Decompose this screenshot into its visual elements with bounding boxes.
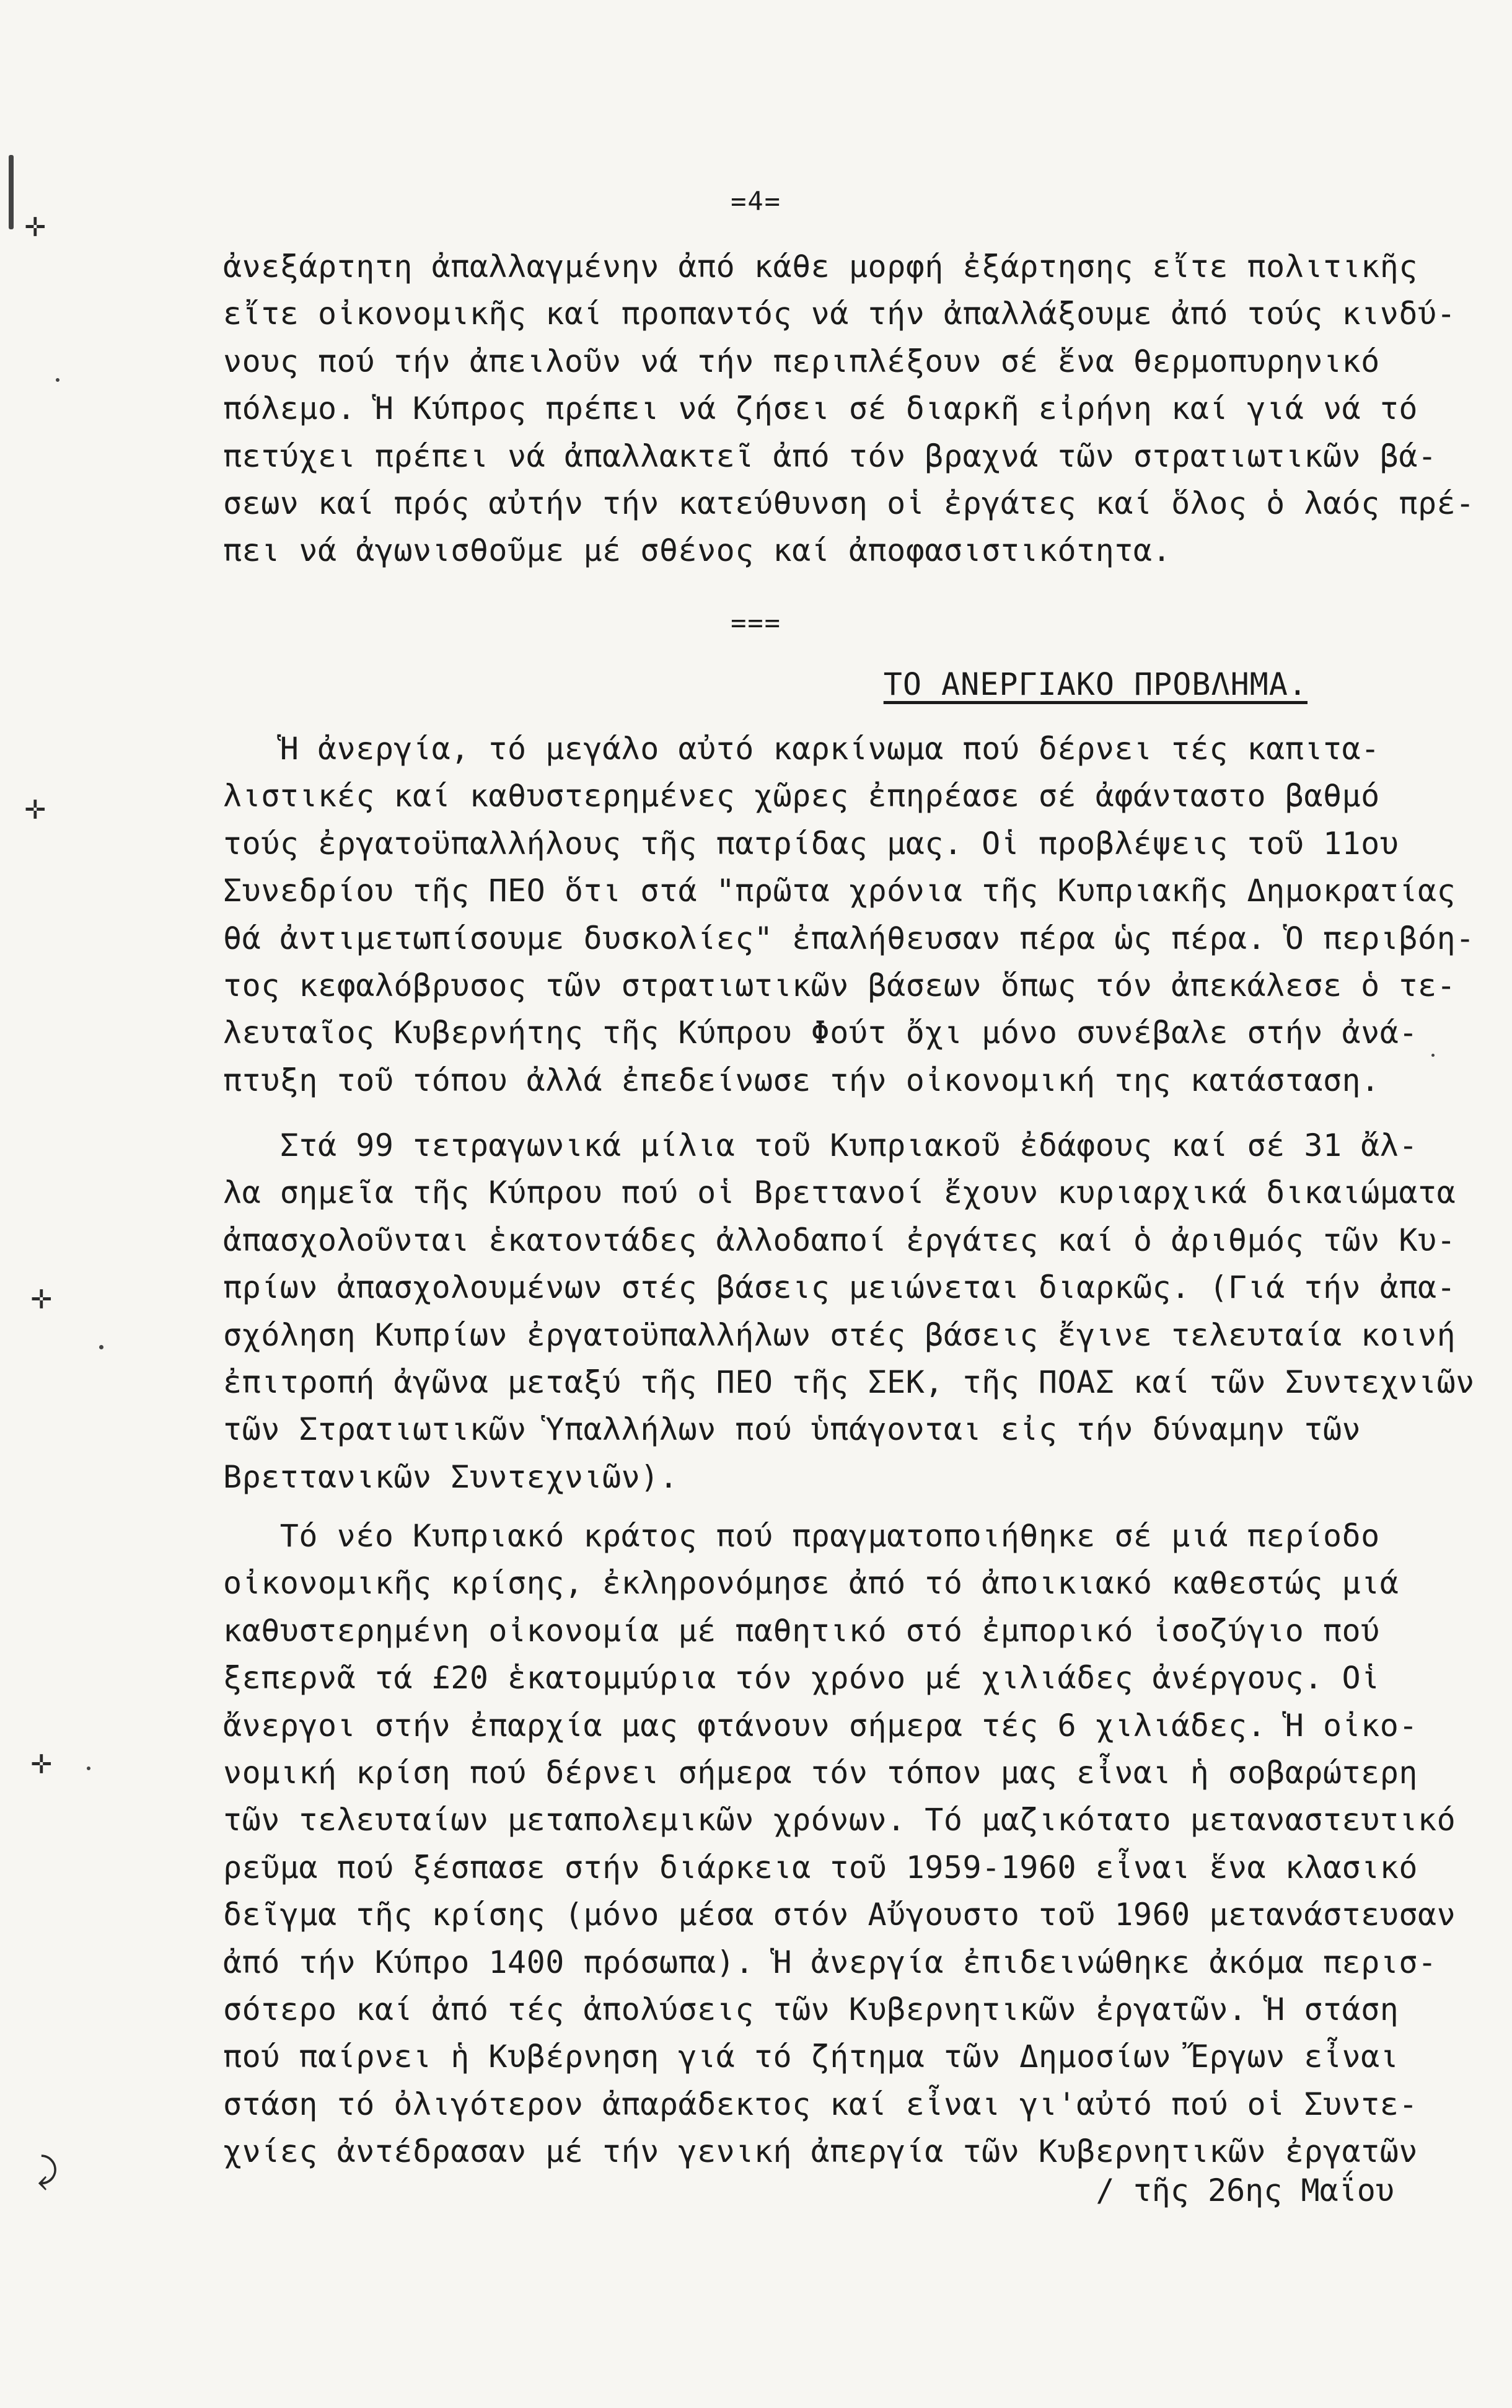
- text-line: λευταῖος Κυβερνήτης τῆς Κύπρου Φούτ ὄχι μόνο συνέβαλε στήν ἀνά-: [223, 1015, 1418, 1051]
- margin-cross-icon: ✛: [31, 1742, 52, 1782]
- text-line: Στά 99 τετραγωνικά μίλια τοῦ Κυπριακοῦ ἐδάφους καί σέ 31 ἄλ-: [223, 1127, 1418, 1163]
- text-line: πετύχει πρέπει νά ἀπαλλακτεῖ ἀπό τόν βραχνά τῶν στρατιωτικῶν βά-: [223, 438, 1437, 474]
- text-line: οἰκονομικῆς κρίσης, ἐκληρονόμησε ἀπό τό ἀποικιακό καθεστώς μιά: [223, 1565, 1399, 1602]
- margin-arrow-icon: ⤸: [37, 2151, 58, 2191]
- text-line: σότερο καί ἀπό τές ἀπολύσεις τῶν Κυβερνητικῶν ἐργατῶν. Ἡ στάση: [223, 1991, 1399, 2027]
- text-line: καθυστερημένη οἰκονομία μέ παθητικό στό ἐμπορικό ἰσοζύγιο πού: [223, 1612, 1380, 1649]
- paragraph-bases: [223, 1122, 1475, 1501]
- margin-cross-icon: ✛: [25, 787, 46, 827]
- text-line: πού παίρνει ἡ Κυβέρνηση γιά τό ζήτημα τῶν Δημοσίων Ἔργων εἶναι: [223, 2039, 1399, 2075]
- scan-speck: [56, 378, 59, 382]
- text-line: πρίων ἀπασχολουμένων στές βάσεις μειώνεται διαρκῶς. (Γιά τήν ἀπα-: [223, 1269, 1456, 1306]
- scan-edge-mark: [9, 155, 14, 229]
- text-line: ἀπό τήν Κύπρο 1400 πρόσωπα). Ἡ ἀνεργία ἐπιδεινώθηκε ἀκόμα περισ-: [223, 1944, 1437, 1980]
- section-separator: ===: [731, 607, 781, 638]
- text-line: λα σημεῖα τῆς Κύπρου πού οἱ Βρεττανοί ἔχουν κυριαρχικά δικαιώματα: [223, 1175, 1456, 1211]
- text-line: Βρεττανικῶν Συντεχνιῶν).: [223, 1458, 679, 1495]
- text-line: Ἡ ἀνεργία, τό μεγάλο αὐτό καρκίνωμα πού δέρνει τές καπιτα-: [223, 731, 1380, 767]
- text-line: πόλεμο. Ἡ Κύπρος πρέπει νά ζήσει σέ διαρκῆ εἰρήνη καί γιά νά τό: [223, 390, 1418, 427]
- section-heading: ΤΟ ΑΝΕΡΓΙΑΚΟ ΠΡΟΒΛΗΜΑ.: [883, 666, 1308, 702]
- text-line: νομική κρίση πού δέρνει σήμερα τόν τόπον μας εἶναι ἡ σοβαρώτερη: [223, 1754, 1418, 1791]
- text-line: χνίες ἀντέδρασαν μέ τήν γενική ἀπεργία τῶν Κυβερνητικῶν ἐργατῶν: [223, 2133, 1418, 2170]
- text-line: ἀνεξάρτητη ἀπαλλαγμένην ἀπό κάθε μορφή ἐξάρτησης εἴτε πολιτικῆς: [223, 249, 1418, 284]
- text-line: τῶν Στρατιωτικῶν Ὑπαλλήλων πού ὑπάγονται εἰς τήν δύναμην τῶν: [223, 1411, 1361, 1448]
- text-line: θά ἀντιμετωπίσουμε δυσκολίες" ἐπαλήθευσαν πέρα ὡς πέρα. Ὁ περιβόη-: [223, 920, 1475, 956]
- text-line: ἐπιτροπή ἀγῶνα μεταξύ τῆς ΠΕΟ τῆς ΣΕΚ, τῆς ΠΟΑΣ καί τῶν Συντεχνιῶν: [223, 1364, 1475, 1400]
- text-line: τος κεφαλόβρυσος τῶν στρατιωτικῶν βάσεων ὅπως τόν ἀπεκάλεσε ὁ τε-: [223, 967, 1456, 1003]
- scan-speck: [87, 1766, 90, 1770]
- text-line: νους πού τήν ἀπειλοῦν νά τήν περιπλέξουν σέ ἕνα θερμοπυρηνικό: [223, 343, 1380, 379]
- text-line: στάση τό ὀλιγότερον ἀπαράδεκτος καί εἶναι γι'αὐτό πού οἱ Συντε-: [223, 2086, 1418, 2122]
- text-line: λιστικές καί καθυστερημένες χῶρες ἐπηρέασε σέ ἀφάνταστο βαθμό: [223, 778, 1380, 814]
- paragraph-economy: [223, 1512, 1456, 2175]
- margin-cross-icon: ✛: [31, 1277, 52, 1317]
- text-line: ξεπερνᾶ τά £20 ἑκατομμύρια τόν χρόνο μέ χιλιάδες ἀνέργους. Οἱ: [223, 1660, 1380, 1696]
- text-line: πτυξη τοῦ τόπου ἀλλά ἐπεδείνωσε τήν οἰκονομική της κατάσταση.: [223, 1062, 1380, 1098]
- text-line: ρεῦμα πού ξέσπασε στήν διάρκεια τοῦ 1959-1960 εἶναι ἕνα κλασικό: [223, 1849, 1418, 1885]
- page-number: =4=: [731, 186, 781, 216]
- text-line: ἄνεργοι στήν ἐπαρχία μας φτάνουν σήμερα τές 6 χιλιάδες. Ἡ οἰκο-: [223, 1707, 1418, 1744]
- text-line: σεων καί πρός αὐτήν τήν κατεύθυνση οἱ ἐργάτες καί ὅλος ὁ λαός πρέ-: [223, 485, 1475, 521]
- text-line: ἀπασχολοῦνται ἑκατοντάδες ἀλλοδαποί ἐργάτες καί ὁ ἀριθμός τῶν Κυ-: [223, 1222, 1456, 1258]
- text-line: τῶν τελευταίων μεταπολεμικῶν χρόνων. Τό μαζικότατο μεταναστευτικό: [223, 1802, 1456, 1838]
- continuation-note: / τῆς 26ης Μαΐου: [1096, 2172, 1394, 2208]
- text-line: Συνεδρίου τῆς ΠΕΟ ὅτι στά "πρῶτα χρόνια τῆς Κυπριακῆς Δημοκρατίας: [223, 873, 1456, 909]
- scan-speck: [99, 1345, 103, 1349]
- text-line: Τό νέο Κυπριακό κράτος πού πραγματοποιήθηκε σέ μιά περίοδο: [223, 1518, 1380, 1554]
- text-line: τούς ἐργατοϋπαλλήλους τῆς πατρίδας μας. Οἱ προβλέψεις τοῦ 11ου: [223, 825, 1399, 862]
- text-line: πει νά ἀγωνισθοῦμε μέ σθένος καί ἀποφασιστικότητα.: [223, 532, 1172, 569]
- margin-cross-icon: ✛: [25, 205, 46, 245]
- text-line: εἴτε οἰκονομικῆς καί προπαντός νά τήν ἀπαλλάξουμε ἀπό τούς κινδύ-: [223, 296, 1456, 332]
- text-line: δεῖγμα τῆς κρίσης (μόνο μέσα στόν Αὔγουστο τοῦ 1960 μετανάστευσαν: [223, 1897, 1456, 1933]
- intro-paragraph: [223, 243, 1475, 575]
- text-line: σχόληση Κυπρίων ἐργατοϋπαλλήλων στές βάσεις ἔγινε τελευταία κοινή: [223, 1316, 1456, 1353]
- paragraph-unemployment: [223, 725, 1475, 1104]
- scan-speck: [1431, 1054, 1435, 1057]
